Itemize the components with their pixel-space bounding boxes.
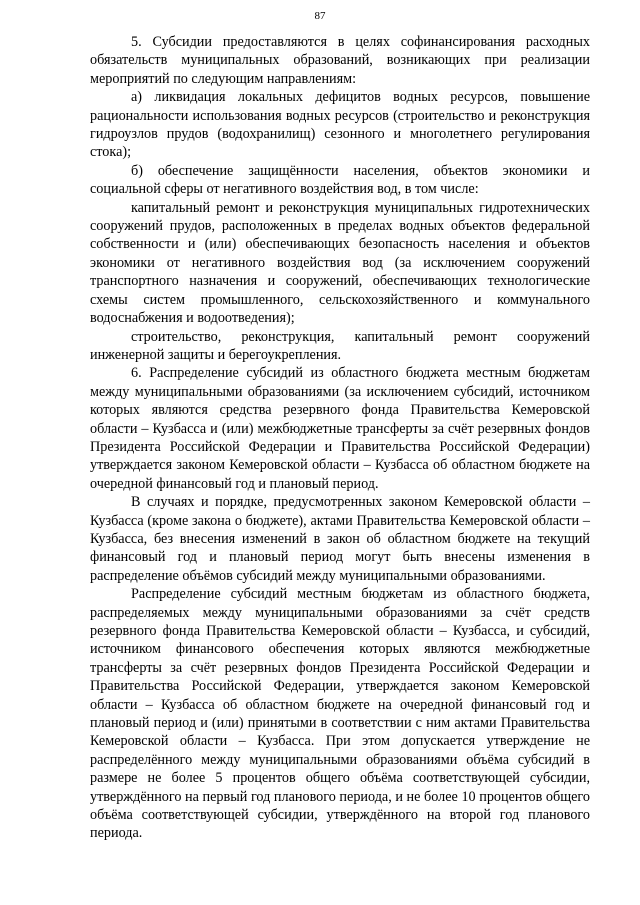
paragraph-construction: строительство, реконструкция, капитальный ремонт сооружений инженерной защиты и берегоукрепления. xyxy=(90,328,590,363)
paragraph-subitem-a: а) ликвидация локальных дефицитов водных ресурсов, повышение рациональности использования водных ресурсов (строительство и реконструкция гидроузлов прудов (водохранилищ) сезонного и многолетнего регулирования стока); xyxy=(90,89,590,161)
paragraph-item-5: 5. Субсидии предоставляются в целях софинансирования расходных обязательств муниципальных образований, возникающих при реализации мероприятий по следующим направлениям: xyxy=(90,34,590,87)
page-number: 87 xyxy=(314,10,326,22)
document-body xyxy=(90,33,590,843)
paragraph-item-6: 6. Распределение субсидий из областного бюджета местным бюджетам между муниципальными образованиями (за исключением субсидий, источником которых являются средства резервного фонда Правительства Кемеровской области – Кузбасса и (или) межбюджетные трансферты за счёт резервных фондов Президента Российской Федерации и Правительства Российской Федерации) утверждается законом Кемеровской области – Кузбасса об областном бюджете на очередной финансовый год и плановый период. xyxy=(90,365,590,492)
paragraph-subitem-b: б) обеспечение защищённости населения, объектов экономики и социальной сферы от негативного воздействия вод, в том числе: xyxy=(90,162,590,198)
paragraph-distribution: Распределение субсидий местным бюджетам из областного бюджета, распределяемых между муниципальными образованиями за счёт средств резервного фонда Правительства Кемеровской области – Кузбасса, и субсидий, источником финансового обеспечения которых являются межбюджетные трансферты за счёт резервных фондов Президента Российской Федерации и Правительства Российской Федерации, утверждается законом Кемеровской области – Кузбасса об областном бюджете на очередной финансовый год и плановый период и (или) принятыми в соответствии с ним актами Правительства Кемеровской области – Кузбасса. При этом допускается утверждение не распределённого между муниципальными образованиями объёма субсидий в размере не более 5 процентов общего объёма соответствующей субсидии, утверждённого на первый год планового периода, и не более 10 процентов общего объёма соответствующей субсидии, утверждённого на второй год планового периода. xyxy=(90,586,590,842)
paragraph-changes: В случаях и порядке, предусмотренных законом Кемеровской области – Кузбасса (кроме закона о бюджете), актами Правительства Кемеровской области – Кузбасса, без внесения изменений в закон об областном бюджете на текущий финансовый год и плановый период могут быть внесены изменения в распределение объёмов субсидий между муниципальными образованиями. xyxy=(90,494,590,584)
paragraph-capital-repair: капитальный ремонт и реконструкция муниципальных гидротехнических сооружений прудов, расположенных в пределах водных объектов федеральной собственности и (или) обеспечивающих безопасность населения и объектов экономики от негативного воздействия вод (за исключением сооружений транспортного назначения и сооружений, обеспечивающих технологические схемы систем промышленного, сельскохозяйственного и коммунального водоснабжения и водоотведения); xyxy=(90,199,590,327)
